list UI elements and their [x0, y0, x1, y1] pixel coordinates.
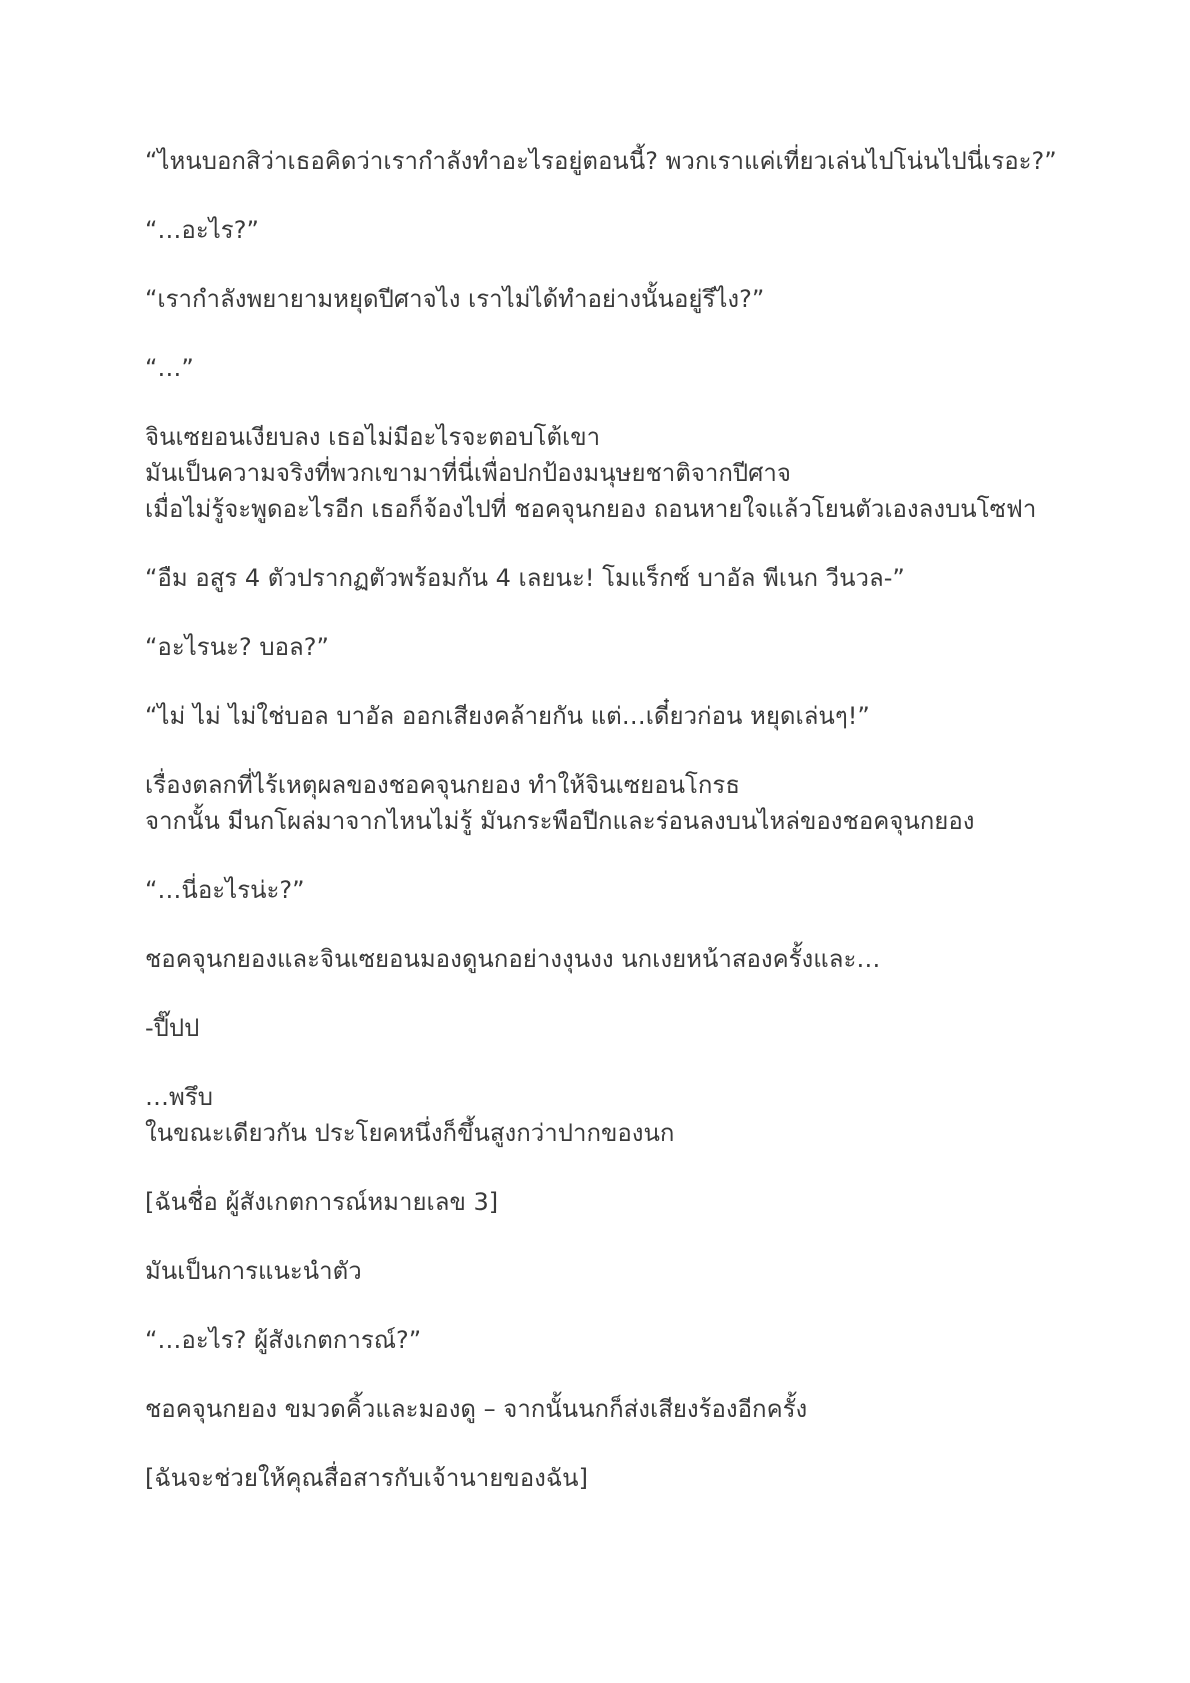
text-line: “อะไรนะ? บอล?”: [145, 633, 329, 661]
text-line: “…นี่อะไรน่ะ?”: [145, 876, 305, 904]
paragraph: [145, 1184, 1145, 1220]
text-line: จินเซยอนเงียบลง เธอไม่มีอะไรจะตอบโต้เขา: [145, 423, 601, 451]
story-text: [145, 143, 1145, 1529]
text-line: “ไหนบอกสิว่าเธอคิดว่าเรากำลังทำอะไรอยู่ตอนนี้? พวกเราแค่เที่ยวเล่นไปโน่นไปนี่เรอะ?”: [145, 147, 1057, 175]
text-line: มันเป็นความจริงที่พวกเขามาที่นี่เพื่อปกป้องมนุษยชาติจากปีศาจ: [145, 459, 791, 487]
text-line: ชอคจุนกยองและจินเซยอนมองดูนกอย่างงุนงง นกเงยหน้าสองครั้งและ…: [145, 945, 881, 973]
paragraph: [145, 1079, 1145, 1151]
paragraph: [145, 281, 1145, 317]
text-line: “…อะไร?”: [145, 216, 259, 244]
paragraph: [145, 941, 1145, 977]
text-line: เมื่อไม่รู้จะพูดอะไรอีก เธอก็จ้องไปที่ ชอคจุนกยอง ถอนหายใจแล้วโยนตัวเองลงบนโซฟา: [145, 495, 1037, 523]
text-line: ในขณะเดียวกัน ประโยคหนึ่งก็ขึ้นสูงกว่าปากของนก: [145, 1119, 675, 1147]
paragraph: [145, 698, 1145, 734]
text-line: “…”: [145, 354, 194, 382]
paragraph: [145, 872, 1145, 908]
paragraph: [145, 767, 1145, 839]
paragraph: [145, 212, 1145, 248]
text-line: เรื่องตลกที่ไร้เหตุผลของชอคจุนกยอง ทำให้จินเซยอนโกรธ: [145, 771, 740, 799]
paragraph: [145, 1253, 1145, 1289]
text-line: จากนั้น มีนกโผล่มาจากไหนไม่รู้ มันกระพือปีกและร่อนลงบนไหล่ของชอคจุนกยอง: [145, 807, 975, 835]
text-line: -ปี๊ปป: [145, 1014, 200, 1042]
text-line: …พรึบ: [145, 1083, 213, 1111]
text-line: “อืม อสูร 4 ตัวปรากฏตัวพร้อมกัน 4 เลยนะ! โมแร็กซ์ บาอัล พีเนก วีนวล-”: [145, 564, 905, 592]
text-line: “เรากำลังพยายามหยุดปีศาจไง เราไม่ได้ทำอย่างนั้นอยู่รึไง?”: [145, 285, 765, 313]
paragraph: [145, 419, 1145, 527]
text-line: [ฉันชื่อ ผู้สังเกตการณ์หมายเลข 3]: [145, 1188, 499, 1216]
paragraph: [145, 350, 1145, 386]
text-line: มันเป็นการแนะนำตัว: [145, 1257, 362, 1285]
text-line: [ฉันจะช่วยให้คุณสื่อสารกับเจ้านายของฉัน]: [145, 1464, 588, 1492]
paragraph: [145, 1391, 1145, 1427]
paragraph: [145, 1322, 1145, 1358]
text-line: “ไม่ ไม่ ไม่ใช่บอล บาอัล ออกเสียงคล้ายกัน แต่…เดี๋ยวก่อน หยุดเล่นๆ!”: [145, 702, 870, 730]
text-line: ชอคจุนกยอง ขมวดคิ้วและมองดู – จากนั้นนกก็ส่งเสียงร้องอีกครั้ง: [145, 1395, 808, 1423]
paragraph: [145, 560, 1145, 596]
paragraph: [145, 1010, 1145, 1046]
paragraph: [145, 1460, 1145, 1496]
paragraph: [145, 143, 1145, 179]
text-line: “…อะไร? ผู้สังเกตการณ์?”: [145, 1326, 422, 1354]
paragraph: [145, 629, 1145, 665]
